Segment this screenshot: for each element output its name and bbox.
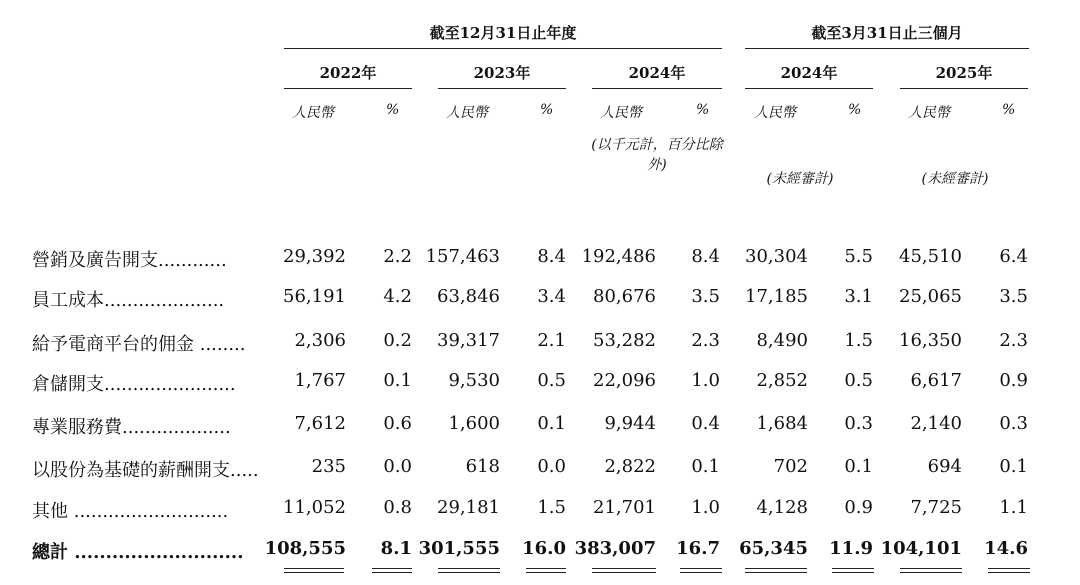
total-double-rule — [372, 568, 412, 573]
year-rule — [592, 88, 722, 89]
pct-cell: 0.1 — [383, 370, 412, 391]
unit-note: (以千元計，百分比除外) — [591, 137, 723, 173]
currency-label: 人民幣 — [600, 105, 642, 121]
row-label: 員工成本..................... — [32, 290, 225, 311]
pct-cell: 0.1 — [999, 456, 1028, 477]
amount-cell: 53,282 — [593, 330, 656, 351]
amount-cell: 694 — [927, 456, 962, 477]
amount-cell: 1,767 — [294, 370, 346, 391]
total-double-rule — [526, 568, 566, 573]
amount-cell: 17,185 — [745, 286, 808, 307]
pct-cell: 0.6 — [383, 413, 412, 434]
pct-cell: 3.1 — [844, 286, 873, 307]
amount-cell: 21,701 — [593, 497, 656, 518]
pct-cell: 1.5 — [537, 497, 566, 518]
total-double-rule — [680, 568, 722, 573]
row-label: 總計 ........................... — [32, 542, 244, 563]
pct-cell: 1.0 — [691, 370, 720, 391]
year-header-2023: 2023年 — [473, 64, 531, 82]
amount-cell: 2,306 — [294, 330, 346, 351]
row-label: 專業服務費................... — [32, 417, 231, 438]
unaudited-note: (未經審計) — [921, 171, 989, 187]
pct-cell: 0.0 — [383, 456, 412, 477]
header-rule — [284, 48, 722, 49]
pct-cell: 8.1 — [380, 538, 412, 559]
row-label: 營銷及廣告開支............ — [32, 250, 227, 271]
pct-cell: 11.9 — [829, 538, 873, 559]
amount-cell: 2,140 — [910, 413, 962, 434]
amount-cell: 383,007 — [574, 538, 656, 559]
pct-cell: 2.3 — [999, 330, 1028, 351]
pct-label: % — [848, 102, 862, 118]
pct-label: % — [1002, 102, 1016, 118]
pct-cell: 0.1 — [691, 456, 720, 477]
amount-cell: 6,617 — [910, 370, 962, 391]
amount-cell: 16,350 — [899, 330, 962, 351]
unaudited-note: (未經審計) — [766, 171, 834, 187]
pct-cell: 0.1 — [844, 456, 873, 477]
amount-cell: 192,486 — [581, 246, 656, 267]
row-label: 以股份為基礎的薪酬開支..... — [32, 460, 259, 481]
pct-cell: 0.2 — [383, 330, 412, 351]
pct-cell: 8.4 — [691, 246, 720, 267]
header-rule — [745, 48, 1029, 49]
pct-cell: 0.9 — [844, 497, 873, 518]
amount-cell: 301,555 — [418, 538, 500, 559]
amount-cell: 1,684 — [756, 413, 808, 434]
total-double-rule — [284, 568, 344, 573]
pct-label: % — [696, 102, 710, 118]
pct-cell: 3.5 — [999, 286, 1028, 307]
pct-cell: 6.4 — [999, 246, 1028, 267]
total-double-rule — [592, 568, 656, 573]
row-label: 其他 ........................... — [32, 501, 229, 522]
pct-cell: 2.3 — [691, 330, 720, 351]
amount-cell: 80,676 — [593, 286, 656, 307]
amount-cell: 29,181 — [437, 497, 500, 518]
currency-label: 人民幣 — [908, 105, 950, 121]
year-header-2024: 2024年 — [628, 64, 686, 82]
currency-label: 人民幣 — [292, 105, 334, 121]
pct-cell: 14.6 — [984, 538, 1028, 559]
pct-label: % — [386, 102, 400, 118]
pct-cell: 2.2 — [383, 246, 412, 267]
pct-cell: 1.0 — [691, 497, 720, 518]
amount-cell: 4,128 — [756, 497, 808, 518]
amount-cell: 11,052 — [283, 497, 346, 518]
currency-label: 人民幣 — [754, 105, 796, 121]
header-group-annual: 截至12月31日止年度 — [429, 24, 577, 42]
pct-cell: 5.5 — [844, 246, 873, 267]
pct-cell: 3.4 — [537, 286, 566, 307]
total-double-rule — [438, 568, 500, 573]
pct-cell: 0.5 — [844, 370, 873, 391]
amount-cell: 45,510 — [899, 246, 962, 267]
amount-cell: 1,600 — [448, 413, 500, 434]
amount-cell: 8,490 — [756, 330, 808, 351]
pct-cell: 0.5 — [537, 370, 566, 391]
amount-cell: 2,822 — [604, 456, 656, 477]
amount-cell: 30,304 — [745, 246, 808, 267]
pct-cell: 8.4 — [537, 246, 566, 267]
total-double-rule — [900, 568, 962, 573]
pct-cell: 0.9 — [999, 370, 1028, 391]
amount-cell: 2,852 — [756, 370, 808, 391]
pct-cell: 1.1 — [999, 497, 1028, 518]
pct-cell: 0.8 — [383, 497, 412, 518]
pct-cell: 1.5 — [844, 330, 873, 351]
pct-cell: 0.0 — [537, 456, 566, 477]
amount-cell: 7,612 — [294, 413, 346, 434]
pct-cell: 16.7 — [676, 538, 720, 559]
pct-cell: 3.5 — [691, 286, 720, 307]
amount-cell: 157,463 — [425, 246, 500, 267]
amount-cell: 618 — [465, 456, 500, 477]
pct-cell: 0.4 — [691, 413, 720, 434]
year-header-2025-q1: 2025年 — [935, 64, 993, 82]
amount-cell: 702 — [773, 456, 808, 477]
pct-cell: 0.3 — [999, 413, 1028, 434]
amount-cell: 56,191 — [283, 286, 346, 307]
pct-cell: 16.0 — [522, 538, 566, 559]
header-group-quarter: 截至3月31日止三個月 — [811, 24, 963, 42]
pct-cell: 2.1 — [537, 330, 566, 351]
total-double-rule — [832, 568, 874, 573]
year-header-2024-q1: 2024年 — [780, 64, 838, 82]
amount-cell: 25,065 — [899, 286, 962, 307]
amount-cell: 108,555 — [264, 538, 346, 559]
amount-cell: 22,096 — [593, 370, 656, 391]
year-header-2022: 2022年 — [319, 64, 377, 82]
amount-cell: 235 — [311, 456, 346, 477]
year-rule — [284, 88, 412, 89]
amount-cell: 9,530 — [448, 370, 500, 391]
year-rule — [745, 88, 873, 89]
currency-label: 人民幣 — [446, 105, 488, 121]
year-rule — [438, 88, 566, 89]
amount-cell: 39,317 — [437, 330, 500, 351]
row-label: 倉儲開支....................... — [32, 374, 236, 395]
total-double-rule — [745, 568, 807, 573]
amount-cell: 7,725 — [910, 497, 962, 518]
amount-cell: 104,101 — [880, 538, 962, 559]
total-double-rule — [988, 568, 1030, 573]
amount-cell: 29,392 — [283, 246, 346, 267]
pct-cell: 0.1 — [537, 413, 566, 434]
pct-cell: 4.2 — [383, 286, 412, 307]
row-label: 給予電商平台的佣金 ........ — [32, 334, 246, 355]
amount-cell: 9,944 — [604, 413, 656, 434]
amount-cell: 63,846 — [437, 286, 500, 307]
pct-cell: 0.3 — [844, 413, 873, 434]
amount-cell: 65,345 — [739, 538, 808, 559]
year-rule — [900, 88, 1028, 89]
pct-label: % — [540, 102, 554, 118]
